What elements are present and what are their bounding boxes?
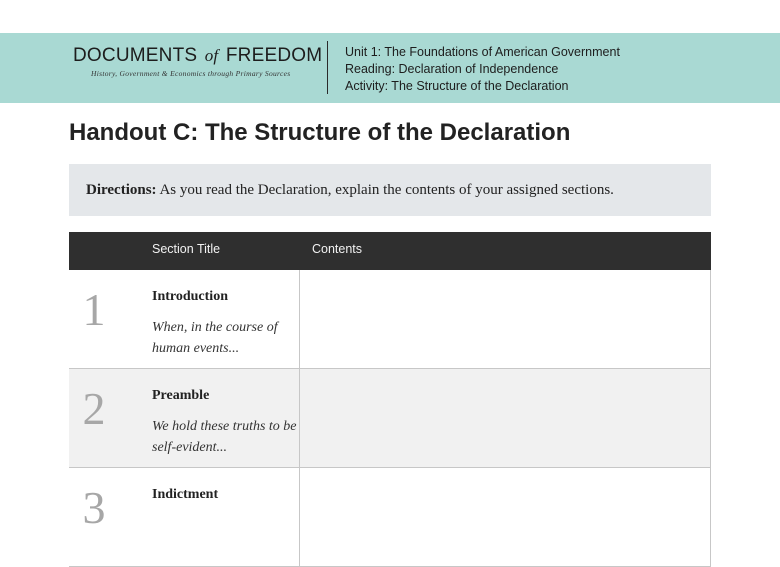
- row-number: 3: [82, 482, 106, 533]
- row-number: 2: [82, 383, 106, 434]
- logo-word-freedom: FREEDOM: [225, 45, 323, 66]
- row-border: [710, 270, 711, 368]
- section-title: Indictment: [152, 487, 219, 502]
- section-title: Preamble: [152, 388, 210, 403]
- contents-cell[interactable]: [300, 369, 710, 467]
- table-header: [69, 232, 711, 270]
- section-title: Introduction: [152, 289, 228, 304]
- table-row: [69, 369, 711, 468]
- activity-label: Activity: The Structure of the Declaration: [345, 79, 569, 93]
- section-quote: We hold these truths to be self-evident...: [152, 419, 297, 455]
- logo-word-of: of: [204, 46, 219, 65]
- header-section-title: Section Title: [152, 242, 221, 256]
- table-row: [69, 270, 711, 369]
- section-quote: When, in the course of human events...: [152, 320, 278, 356]
- contents-cell[interactable]: [300, 270, 710, 368]
- directions-box: [69, 164, 711, 216]
- table-row: [69, 468, 711, 567]
- row-number: 1: [82, 284, 106, 335]
- reading-label: Reading: Declaration of Independence: [345, 62, 559, 76]
- header-banner: [0, 33, 780, 103]
- directions-text: [86, 182, 614, 199]
- row-border: [710, 468, 711, 566]
- documents-of-freedom-logo: [73, 45, 322, 78]
- logo-tagline: History, Government & Economics through Primary Sources: [91, 69, 291, 78]
- unit-label: Unit 1: The Foundations of American Government: [345, 45, 620, 59]
- banner-divider: [327, 41, 328, 94]
- contents-cell[interactable]: [300, 468, 710, 566]
- directions-body: As you read the Declaration, explain the contents of your assigned sections.: [156, 182, 614, 198]
- directions-label: Directions:: [86, 182, 157, 198]
- header-contents: Contents: [312, 242, 363, 256]
- logo-wordmark: [73, 45, 322, 67]
- logo-word-documents: DOCUMENTS: [73, 45, 198, 66]
- page-title: Handout C: The Structure of the Declaration: [69, 119, 571, 146]
- lesson-info: [345, 44, 620, 95]
- row-border: [710, 369, 711, 467]
- structure-table: [69, 232, 711, 567]
